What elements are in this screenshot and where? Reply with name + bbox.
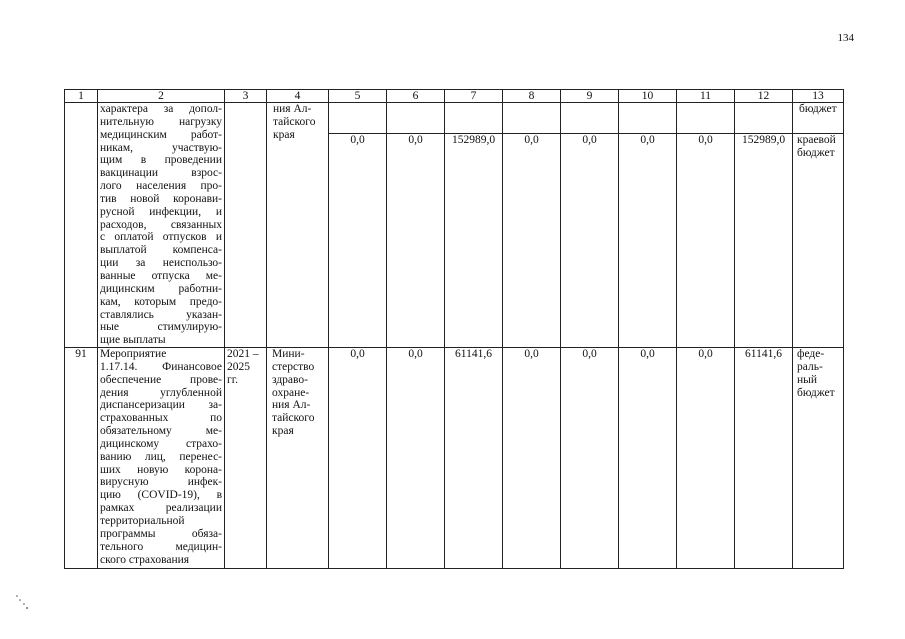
table-row [65, 103, 844, 134]
column-number: 10 [619, 90, 677, 103]
value-cell: 0,0 [329, 348, 387, 569]
value-cell: 0,0 [561, 133, 619, 347]
column-number: 7 [445, 90, 503, 103]
value-cell [329, 103, 387, 134]
row-index-cell: 91 [65, 348, 98, 569]
value-cell: 61141,6 [735, 348, 793, 569]
column-number: 9 [561, 90, 619, 103]
value-cell: 0,0 [387, 348, 445, 569]
value-cell: 0,0 [561, 348, 619, 569]
column-number: 8 [503, 90, 561, 103]
column-number: 13 [793, 90, 844, 103]
column-number: 6 [387, 90, 445, 103]
value-cell [387, 103, 445, 134]
budget-cell: краевой бюджет [793, 133, 844, 347]
column-number: 12 [735, 90, 793, 103]
value-cell [677, 103, 735, 134]
value-cell: 0,0 [503, 348, 561, 569]
column-number: 11 [677, 90, 735, 103]
funding-table [64, 89, 844, 569]
value-cell: 152989,0 [445, 133, 503, 347]
description-cell: Мероприятие 1.17.14. Финансовое обеспечение прове- дения углубленной диспансеризации за- страхованных по обязательному ме- дицинскому страхо- ванию лиц, перенес- ших новую корона- вирусную инфек- цию (COVID-19), в рамках реализации территориальной программы обяза- тельного медицин- ского страхования [98, 348, 225, 569]
period-cell: 2021 – 2025 гг. [225, 348, 267, 569]
page-number: 134 [837, 32, 854, 44]
value-cell: 0,0 [677, 348, 735, 569]
column-number: 1 [65, 90, 98, 103]
budget-cell: бюджет [793, 103, 844, 134]
value-cell: 0,0 [677, 133, 735, 347]
value-cell: 0,0 [329, 133, 387, 347]
column-number: 5 [329, 90, 387, 103]
executor-cell: ния Ал- тайского края [267, 103, 329, 348]
value-cell [619, 103, 677, 134]
value-cell: 0,0 [619, 133, 677, 347]
budget-cell: феде- раль- ный бюджет [793, 348, 844, 569]
scan-speck-mark [14, 594, 34, 612]
executor-cell: Мини- стерство здраво- охране- ния Ал- тайского края [267, 348, 329, 569]
value-cell [445, 103, 503, 134]
value-cell [503, 103, 561, 134]
table-row [65, 348, 844, 569]
value-cell: 0,0 [619, 348, 677, 569]
value-cell: 0,0 [387, 133, 445, 347]
column-number: 4 [267, 90, 329, 103]
period-cell [225, 103, 267, 348]
column-number-row [65, 90, 844, 103]
value-cell [735, 103, 793, 134]
value-cell: 61141,6 [445, 348, 503, 569]
column-number: 3 [225, 90, 267, 103]
description-cell: характера за допол- нительную нагрузку медицинским работ- никам, участвую- щим в проведении вакцинации взрос- лого населения про- тив новой коронави- русной инфекции, и расходов, связанных с оплатой отпусков и выплатой компенса- ции за неиспользо- ванные отпуска ме- дицинским работни- кам, которым предо- ставлялись указан- ные стимулирую- щие выплаты [98, 103, 225, 348]
row-index-cell [65, 103, 98, 348]
value-cell: 152989,0 [735, 133, 793, 347]
value-cell [561, 103, 619, 134]
column-number: 2 [98, 90, 225, 103]
value-cell: 0,0 [503, 133, 561, 347]
